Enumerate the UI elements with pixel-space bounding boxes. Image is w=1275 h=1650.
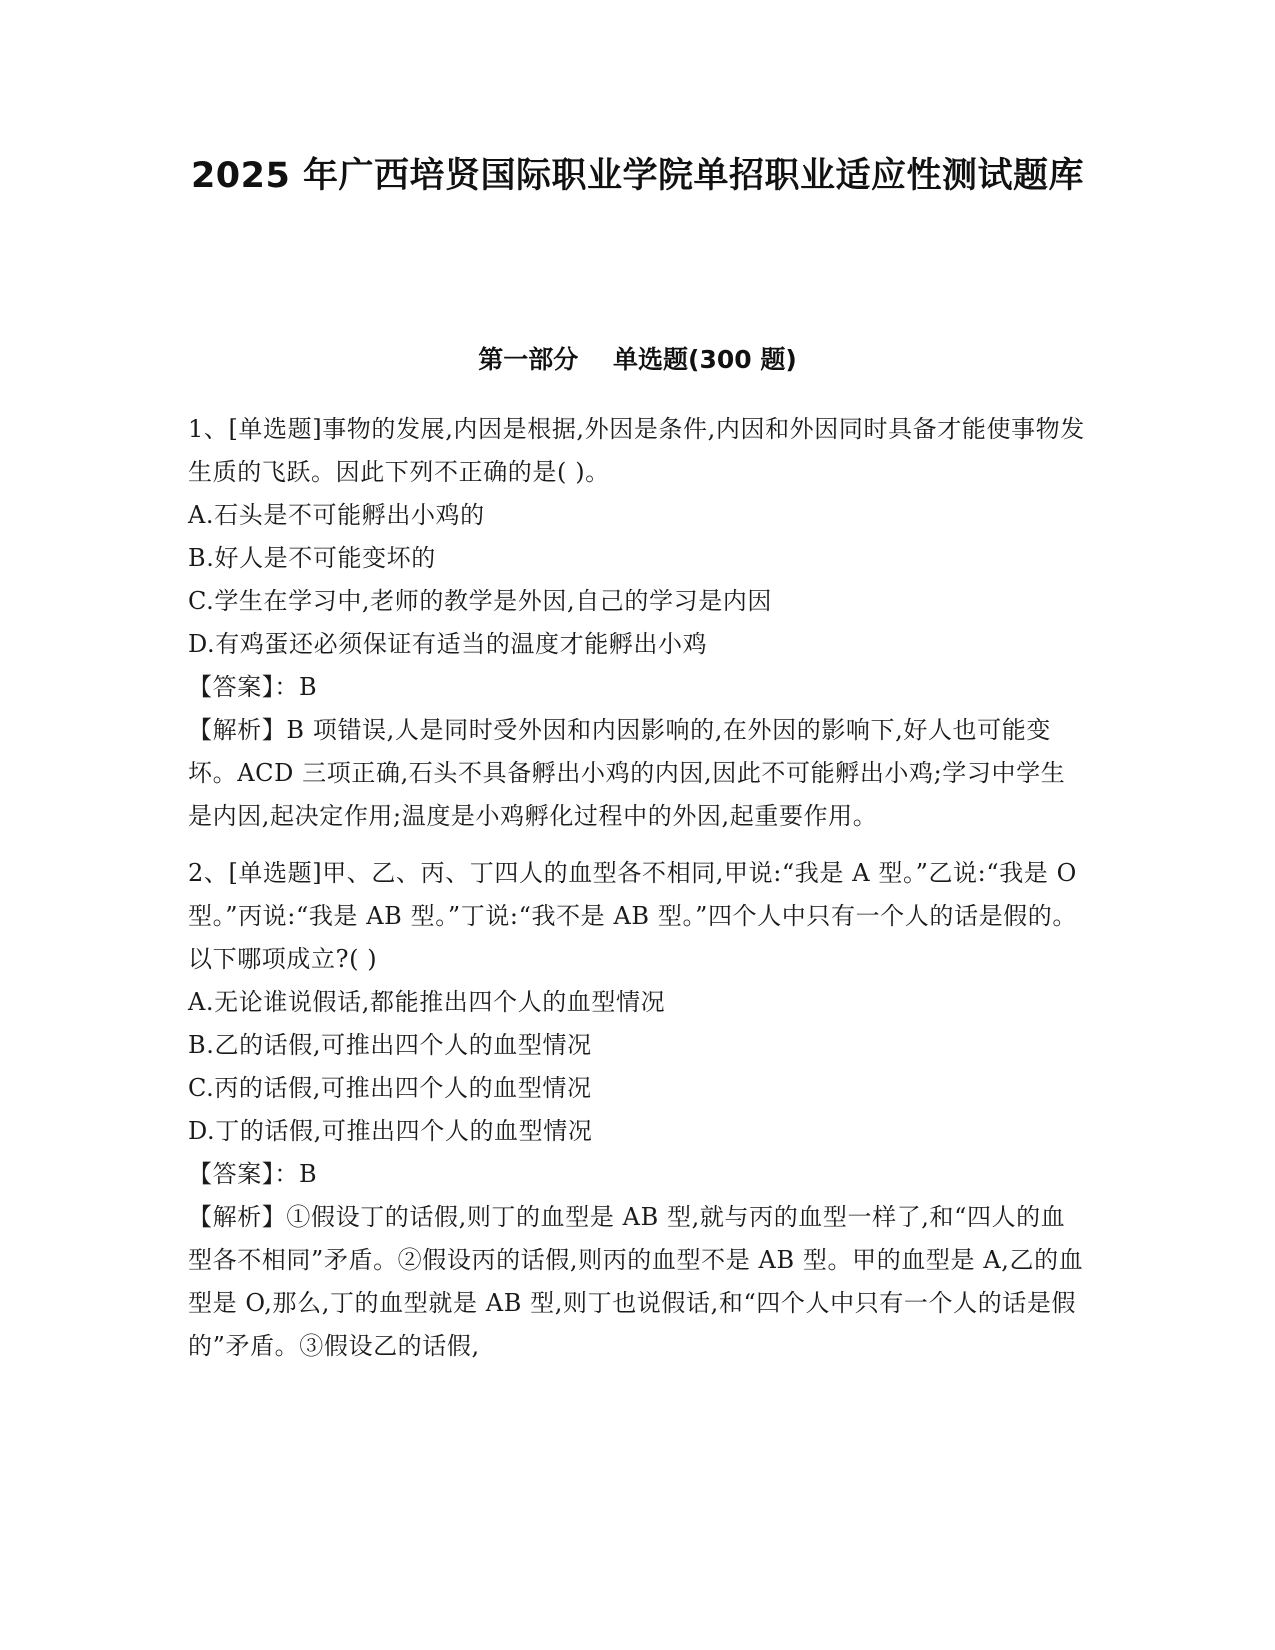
question-option-a: A.无论谁说假话,都能推出四个人的血型情况	[188, 988, 666, 1016]
question-item	[188, 852, 1088, 1368]
question-option-c: C.学生在学习中,老师的教学是外因,自己的学习是内因	[188, 587, 772, 615]
question-option-b: B.乙的话假,可推出四个人的血型情况	[188, 1031, 592, 1059]
question-option-d: D.丁的话假,可推出四个人的血型情况	[188, 1117, 593, 1145]
answer-line	[188, 666, 1088, 709]
document-title: 2025 年广西培贤国际职业学院单招职业适应性测试题库	[190, 156, 1085, 196]
analysis-label: 【解析】	[188, 1203, 287, 1231]
analysis-line	[188, 709, 1088, 838]
analysis-text: B 项错误,人是同时受外因和内因影响的,在外因的影响下,好人也可能变坏。ACD 三项正确,石头不具备孵出小鸡的内因,因此不可能孵出小鸡;学习中学生是内因,起决定作用;温度是小鸡孵化过程中的外因,起重要作用。	[188, 716, 1066, 830]
answer-value: ：B	[274, 673, 318, 701]
section-heading: 第一部分 单选题(300 题)	[478, 345, 797, 374]
question-option-a: A.石头是不可能孵出小鸡的	[188, 501, 485, 529]
question-stem: 1、[单选题]事物的发展,内因是根据,外因是条件,内因和外因同时具备才能使事物发生质的飞跃。因此下列不正确的是( )。	[188, 415, 1085, 486]
answer-value: ：B	[274, 1160, 318, 1188]
question-item	[188, 408, 1088, 838]
question-option-b: B.好人是不可能变坏的	[188, 544, 436, 572]
answer-label: 【答案】	[188, 673, 275, 701]
analysis-label: 【解析】	[188, 716, 287, 744]
analysis-line	[188, 1196, 1088, 1368]
question-stem: 2、[单选题]甲、乙、丙、丁四人的血型各不相同,甲说:“我是 A 型。”乙说:“我是 O 型。”丙说:“我是 AB 型。”丁说:“我不是 AB 型。”四个人中只有一个人的话是假的。以下哪项成立?( )	[188, 859, 1077, 973]
answer-line	[188, 1153, 1088, 1196]
question-option-c: C.丙的话假,可推出四个人的血型情况	[188, 1074, 592, 1102]
question-list	[188, 408, 1088, 1382]
answer-label: 【答案】	[188, 1160, 275, 1188]
question-option-d: D.有鸡蛋还必须保证有适当的温度才能孵出小鸡	[188, 630, 708, 658]
analysis-text: ①假设丁的话假,则丁的血型是 AB 型,就与丙的血型一样了,和“四人的血型各不相同”矛盾。②假设丙的话假,则丙的血型不是 AB 型。甲的血型是 A,乙的血型是 O,那么,丁的血型就是 AB 型,则丁也说假话,和“四个人中只有一个人的话是假的”矛盾。③假设乙的话假,	[188, 1203, 1084, 1360]
